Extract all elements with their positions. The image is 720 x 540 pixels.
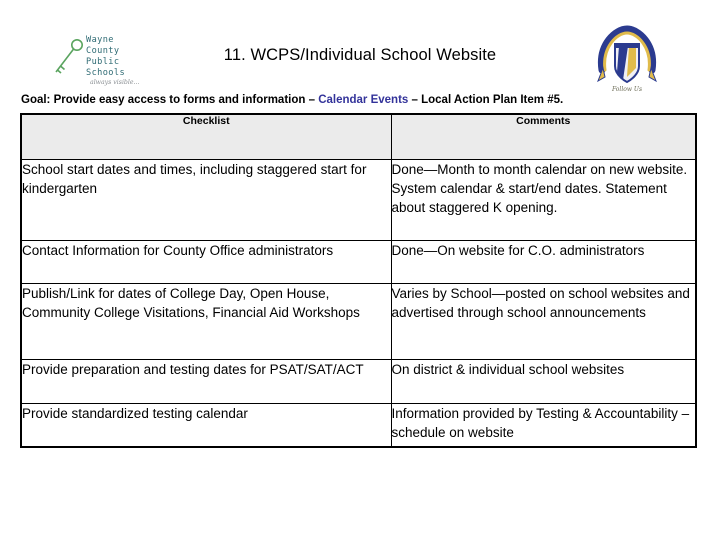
goal-prefix: Goal: Provide easy access to forms and information – <box>21 94 319 106</box>
page-title: 11. WCPS/Individual School Website <box>223 46 497 64</box>
table-row <box>21 241 696 284</box>
goal-statement <box>21 93 701 107</box>
cell-comments: On district & individual school websites <box>391 360 696 404</box>
table-header <box>21 114 696 160</box>
column-header-comments: Comments <box>391 114 696 160</box>
wayne-county-public-schools-logo <box>48 28 146 90</box>
checklist-table <box>20 113 697 448</box>
cell-checklist: Publish/Link for dates of College Day, Open House, Community College Visitations, Financial Aid Workshops <box>21 284 391 360</box>
table-row <box>21 360 696 404</box>
cell-checklist: Contact Information for County Office administrators <box>21 241 391 284</box>
svg-text:County: County <box>86 46 120 56</box>
table-header-row <box>21 114 696 160</box>
column-header-checklist: Checklist <box>21 114 391 160</box>
svg-text:always visible...: always visible... <box>90 79 140 86</box>
slide-header <box>0 0 720 92</box>
cell-comments: Information provided by Testing & Accountability – schedule on website <box>391 404 696 448</box>
goal-accent-calendar-events: Calendar Events <box>318 94 409 106</box>
table-row <box>21 404 696 448</box>
table-row <box>21 160 696 241</box>
table-body <box>21 160 696 448</box>
goal-suffix: – Local Action Plan Item #5. <box>408 94 564 106</box>
cell-comments: Varies by School—posted on school websites and advertised through school announcements <box>391 284 696 360</box>
svg-text:Public: Public <box>86 57 120 67</box>
cell-checklist: School start dates and times, including staggered start for kindergarten <box>21 160 391 241</box>
table-row <box>21 284 696 360</box>
cell-checklist: Provide standardized testing calendar <box>21 404 391 448</box>
cell-comments: Done—On website for C.O. administrators <box>391 241 696 284</box>
svg-text:Follow Us: Follow Us <box>611 86 643 93</box>
svg-text:Schools: Schools <box>86 68 126 78</box>
svg-text:Wayne: Wayne <box>86 35 114 45</box>
cell-checklist: Provide preparation and testing dates for PSAT/SAT/ACT <box>21 360 391 404</box>
cell-comments: Done—Month to month calendar on new website. System calendar & start/end dates. Statement about staggered K opening. <box>391 160 696 241</box>
school-crest-emblem <box>592 24 662 96</box>
